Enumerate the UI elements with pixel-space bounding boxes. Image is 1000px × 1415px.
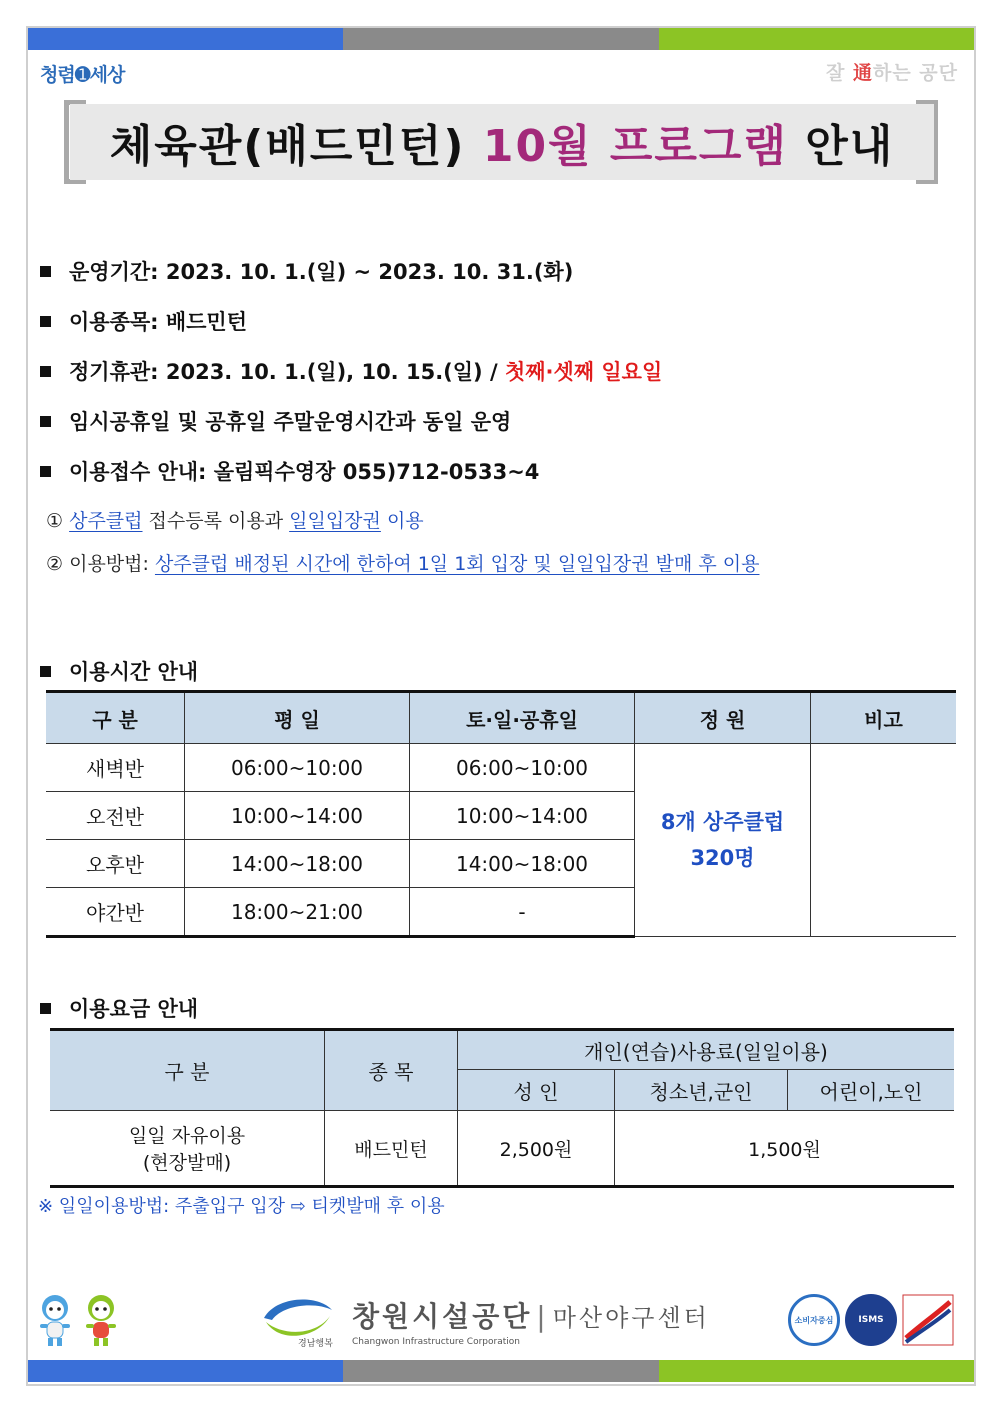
bullet-period: 운영기간: 2023. 10. 1.(일) ~ 2023. 10. 31.(화) bbox=[40, 256, 573, 286]
mascot-green-icon bbox=[82, 1292, 120, 1348]
session-name: 야간반 bbox=[46, 888, 185, 937]
weekend-time: - bbox=[410, 888, 635, 937]
bullet-sport: 이용종목: 배드민턴 bbox=[40, 306, 247, 336]
fee-adult-cell: 2,500원 bbox=[458, 1111, 615, 1187]
th-category: 구 분 bbox=[46, 692, 185, 744]
brand-name: 창원시설공단 bbox=[352, 1300, 533, 1333]
fees-heading: 이용요금 안내 bbox=[40, 993, 198, 1023]
bullet-closed: 정기휴관: 2023. 10. 1.(일), 10. 15.(일) / 첫째·셋째 일요일 bbox=[40, 356, 662, 386]
weekend-time: 14:00~18:00 bbox=[410, 840, 635, 888]
schedule-table bbox=[46, 690, 956, 938]
table-row bbox=[50, 1111, 954, 1187]
bottom-color-bar bbox=[28, 1360, 974, 1382]
th-fee-group: 개인(연습)사용료(일일이용) bbox=[458, 1030, 955, 1070]
session-name: 오전반 bbox=[46, 792, 185, 840]
fees-table bbox=[50, 1028, 954, 1188]
mascot-blue-icon bbox=[36, 1292, 74, 1348]
weekday-time: 14:00~18:00 bbox=[185, 840, 410, 888]
weekend-time: 10:00~14:00 bbox=[410, 792, 635, 840]
session-name: 오후반 bbox=[46, 840, 185, 888]
session-name: 새벽반 bbox=[46, 744, 185, 792]
slogan-logo: 잘 通하는 공단 bbox=[825, 62, 958, 84]
fee-item-cell: 배드민턴 bbox=[325, 1111, 458, 1187]
weekday-time: 10:00~14:00 bbox=[185, 792, 410, 840]
th-youth: 청소년,군인 bbox=[615, 1070, 788, 1111]
weekday-time: 06:00~10:00 bbox=[185, 744, 410, 792]
table-header-row bbox=[46, 692, 956, 744]
th-child: 어린이,노인 bbox=[788, 1070, 955, 1111]
remarks-cell bbox=[811, 744, 957, 937]
usage-method-text: 상주클럽 배정된 시간에 한하여 1일 1회 입장 및 일일입장권 발매 후 이용 bbox=[154, 553, 760, 575]
th-weekend: 토·일·공휴일 bbox=[410, 692, 635, 744]
th-capacity: 정 원 bbox=[635, 692, 811, 744]
sub-item-1: ① 상주클럽 접수등록 이용과 일일입장권 이용 bbox=[46, 510, 424, 532]
bullet-holiday: 임시공휴일 및 공휴일 주말운영시간과 동일 운영 bbox=[40, 406, 511, 436]
top-color-bar bbox=[28, 28, 974, 50]
certification-seal-icon: ISMS bbox=[845, 1294, 897, 1346]
usage-note: ※ 일일이용방법: 주출입구 입장 ⇨ 티켓발매 후 이용 bbox=[38, 1196, 445, 1217]
resident-club-link: 상주클럽 bbox=[69, 510, 143, 532]
flag-badge-icon bbox=[902, 1294, 954, 1346]
daily-pass-link: 일일입장권 bbox=[289, 510, 381, 532]
th-adult: 성 인 bbox=[458, 1070, 615, 1111]
table-header-row bbox=[50, 1030, 954, 1070]
weekday-time: 18:00~21:00 bbox=[185, 888, 410, 937]
table-row bbox=[46, 744, 956, 792]
th-weekday: 평 일 bbox=[185, 692, 410, 744]
th-remarks: 비고 bbox=[811, 692, 957, 744]
th-fee-item: 종 목 bbox=[325, 1030, 458, 1111]
schedule-heading: 이용시간 안내 bbox=[40, 656, 198, 686]
th-fee-category: 구 분 bbox=[50, 1030, 325, 1111]
integrity-logo: 청렴➊세상 bbox=[40, 64, 125, 86]
fee-other-cell: 1,500원 bbox=[615, 1111, 955, 1187]
sub-item-2: ② 이용방법: 상주클럽 배정된 시간에 한하여 1일 1회 입장 및 일일입장권 발매 후 이용 bbox=[46, 553, 760, 575]
ccm-seal-icon: 소비자중심 bbox=[788, 1294, 840, 1346]
page-title: 체육관(배드민턴) 10월 프로그램 안내 bbox=[109, 121, 895, 172]
bullet-contact: 이용접수 안내: 올림픽수영장 055)712-0533~4 bbox=[40, 456, 539, 486]
corporation-emblem-icon bbox=[258, 1292, 336, 1350]
fee-category-cell: 일일 자유이용 (현장발매) bbox=[50, 1111, 325, 1187]
corporation-logo: 경남행복 창원시설공단 | 마산야구센터 Changwon Infrastructure Corporation bbox=[258, 1292, 710, 1350]
svg-text:경남행복: 경남행복 bbox=[298, 1339, 333, 1349]
weekend-time: 06:00~10:00 bbox=[410, 744, 635, 792]
title-banner bbox=[70, 104, 934, 180]
brand-sub: 마산야구센터 bbox=[552, 1304, 710, 1332]
capacity-cell: 8개 상주클럽 320명 bbox=[635, 744, 811, 937]
brand-english: Changwon Infrastructure Corporation bbox=[352, 1337, 520, 1347]
